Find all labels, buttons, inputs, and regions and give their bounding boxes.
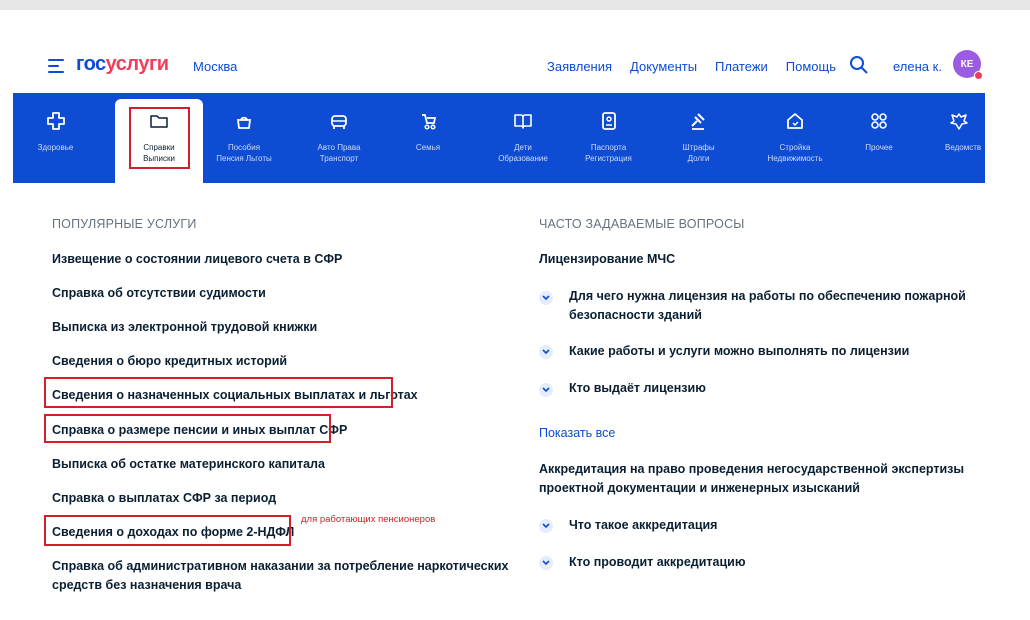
user-name[interactable]: елена к. [893, 59, 942, 74]
nav-payments[interactable]: Платежи [715, 59, 768, 74]
service-link[interactable]: Справка о выплатах СФР за период [52, 491, 277, 505]
nav-documents[interactable]: Документы [630, 59, 698, 74]
faq-group-title-continuation: проектной документации и инженерных изысканий [539, 481, 860, 495]
highlight-frame-income-2ndfl [44, 515, 291, 546]
grid-icon [869, 111, 889, 131]
category-auto[interactable] [293, 93, 385, 183]
notification-dot [974, 71, 983, 80]
nav-applications[interactable]: Заявления [547, 59, 613, 74]
service-link[interactable]: Справка об административном наказании за потребление наркотических [52, 559, 509, 573]
chevron-down-icon[interactable] [539, 383, 553, 397]
category-family[interactable] [388, 93, 468, 183]
service-link[interactable]: Справка об отсутствии судимости [52, 286, 266, 300]
faq-question[interactable]: Для чего нужна лицензия на работы по обеспечению пожарной [569, 289, 966, 303]
service-link[interactable]: Выписка об остатке материнского капитала [52, 457, 325, 471]
eagle-emblem-icon [949, 111, 969, 131]
search-icon[interactable] [849, 55, 869, 75]
faq-question[interactable]: Что такое аккредитация [569, 518, 718, 532]
header [0, 40, 1030, 92]
category-label: Стройка Недвижимость [767, 143, 823, 163]
nav-help[interactable]: Помощь [785, 59, 836, 74]
faq-question[interactable]: Какие работы и услуги можно выполнять по лицензии [569, 344, 910, 358]
health-cross-icon [46, 111, 66, 131]
top-nav [547, 59, 836, 74]
highlight-frame-pension-certificate [44, 414, 331, 443]
category-label: Паспорта Регистрация [585, 143, 632, 163]
house-icon [785, 111, 805, 131]
faq-question[interactable]: Кто выдаёт лицензию [569, 381, 706, 395]
service-link[interactable]: Сведения о доходах по форме 2-НДФЛ [52, 525, 295, 539]
city-selector[interactable]: Москва [193, 59, 238, 74]
stroller-icon [418, 111, 438, 131]
faq-title: ЧАСТО ЗАДАВАЕМЫЕ ВОПРОСЫ [539, 217, 745, 231]
category-fines[interactable] [656, 93, 741, 183]
faq-group-title: Аккредитация на право проведения негосударственной экспертизы [539, 462, 965, 476]
passport-icon [599, 111, 619, 131]
category-label: Семья [415, 143, 441, 152]
highlight-frame-category [129, 107, 190, 169]
avatar[interactable]: КЕ [953, 50, 981, 78]
category-children[interactable] [478, 93, 568, 183]
category-label: Ведомств [945, 143, 982, 152]
service-link[interactable]: Сведения о бюро кредитных историй [52, 354, 288, 368]
highlight-frame-social-payments [44, 377, 393, 408]
book-icon [513, 111, 533, 131]
category-passports[interactable] [561, 93, 656, 183]
service-link[interactable]: Выписка из электронной трудовой книжки [52, 320, 318, 334]
logo[interactable]: госуслуги [76, 53, 169, 75]
top-strip [0, 0, 1030, 10]
show-all-link[interactable]: Показать все [539, 426, 616, 440]
service-link[interactable]: Сведения о назначенных социальных выплатах и льготах [52, 388, 418, 402]
category-label: Штрафы Долги [682, 143, 715, 163]
chevron-down-icon[interactable] [539, 556, 553, 570]
category-label: Здоровье [37, 143, 74, 152]
category-label: Прочее [865, 143, 893, 152]
chevron-down-icon[interactable] [539, 519, 553, 533]
menu-icon[interactable] [48, 59, 64, 73]
category-label: Авто Права Транспорт [317, 143, 361, 163]
category-departments[interactable] [929, 93, 985, 183]
faq-question[interactable]: Кто проводит аккредитацию [569, 555, 746, 569]
service-link[interactable]: Извещение о состоянии лицевого счета в СФР [52, 252, 343, 266]
category-label: Пособия Пенсия Льготы [216, 143, 272, 163]
category-construction[interactable] [745, 93, 845, 183]
chevron-down-icon[interactable] [539, 345, 553, 359]
popular-services-title: ПОПУЛЯРНЫЕ УСЛУГИ [52, 217, 197, 231]
category-health[interactable] [13, 93, 98, 183]
category-benefits[interactable] [203, 93, 285, 183]
annotation-note: для работающих пенсионеров [301, 514, 436, 525]
category-label: Справки Выписки [143, 143, 175, 163]
benefits-icon [234, 111, 254, 131]
service-link-continuation[interactable]: средств без назначения врача [52, 578, 242, 592]
gavel-icon [689, 111, 709, 131]
category-label: Дети Образование [498, 143, 548, 163]
faq-group-title: Лицензирование МЧС [539, 252, 676, 266]
category-other[interactable] [843, 93, 915, 183]
car-icon [329, 111, 349, 131]
faq-question-continuation[interactable]: безопасности зданий [569, 308, 702, 322]
service-link[interactable]: Справка о размере пенсии и иных выплат СФР [52, 423, 348, 437]
chevron-down-icon[interactable] [539, 291, 553, 305]
